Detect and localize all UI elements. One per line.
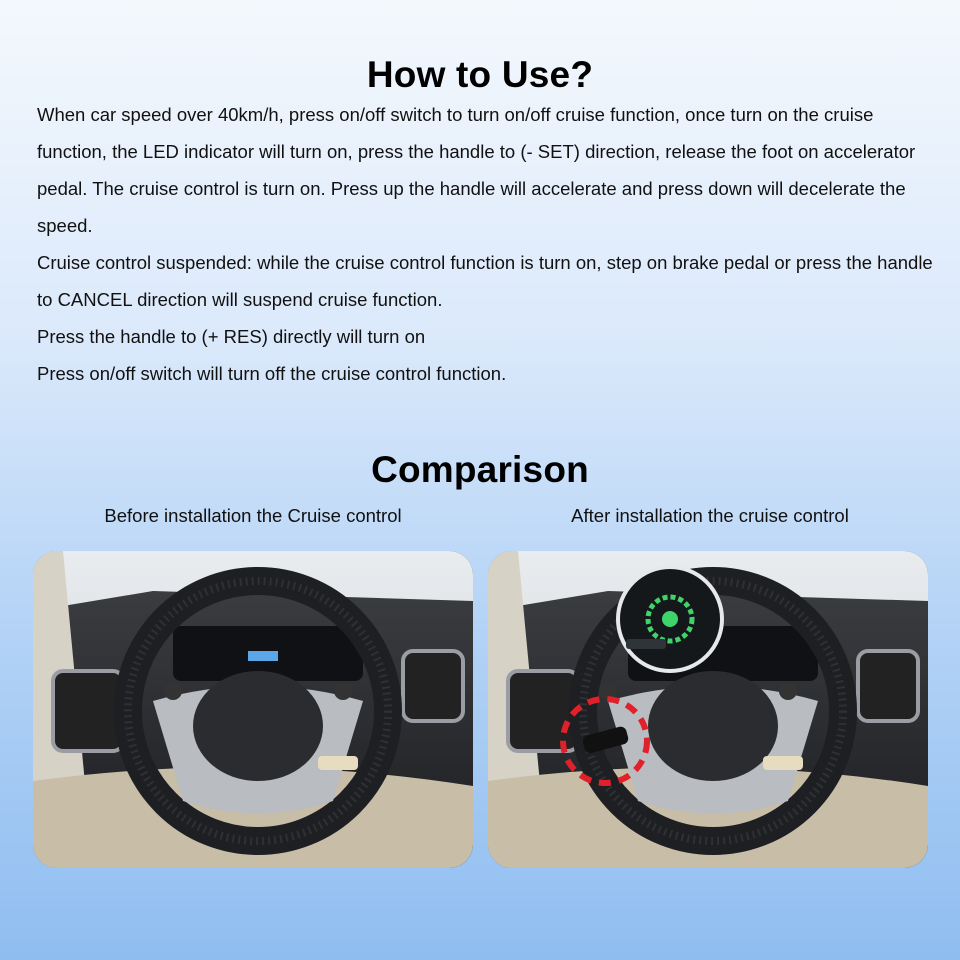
instruction-paragraph: Press on/off switch will turn off the cruise control function. xyxy=(37,363,507,384)
instruction-paragraph: Cruise control suspended: while the cruise control function is turn on, step on brake pedal or press the handle to CANCEL direction will suspend cruise function. xyxy=(37,252,933,310)
how-to-use-title: How to Use? xyxy=(366,54,594,95)
before-installation-photo xyxy=(33,551,473,868)
speed-inset xyxy=(618,567,722,671)
instruction-paragraph: Press the handle to (+ RES) directly will turn on xyxy=(37,326,426,347)
after-installation-photo xyxy=(488,551,928,868)
comparison-title: Comparison xyxy=(371,449,589,490)
after-caption: After installation the cruise control xyxy=(571,505,849,526)
instruction-paragraph: When car speed over 40km/h, press on/off switch to turn on/off cruise function, once turn on the cruise function, the LED indicator will turn on, press the handle to (- SET) direction, release the foot on accelerator pedal. The cruise control is turn on. Press up the handle will accelerate and press down will decelerate the speed. xyxy=(37,104,916,236)
before-caption: Before installation the Cruise control xyxy=(104,505,402,526)
instructions-text xyxy=(37,96,933,392)
